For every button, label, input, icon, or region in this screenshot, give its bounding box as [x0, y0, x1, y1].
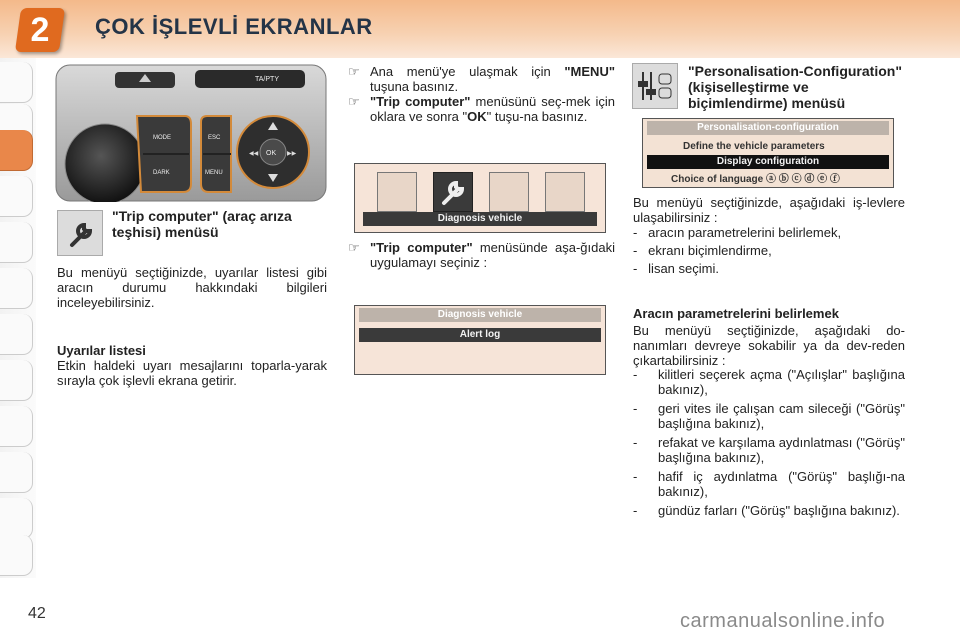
alert-log-item[interactable]: Alert log — [359, 328, 601, 342]
function-list — [633, 225, 905, 276]
diagnosis-screen-header: Diagnosis vehicle — [359, 308, 601, 322]
chapter-tab[interactable] — [0, 498, 33, 539]
menu-item-display-configuration[interactable]: Display configuration — [647, 155, 889, 169]
personalisation-section-title: "Personalisation-Configuration" (kişiselleştirme ve biçimlendirme) menüsü — [688, 63, 902, 111]
step-choose-application: "Trip computer" menüsünde aşa-ğıdaki uygulamayı seçiniz : — [370, 240, 615, 270]
list-item: - geri vites ile çalışan cam sileceği ("Görüş" başlığına bakınız), — [633, 401, 905, 431]
list-item: - kilitleri seçerek açma ("Açılışlar" başlığına bakınız), — [633, 367, 905, 397]
personalisation-screen — [642, 118, 894, 188]
selected-menu-label: Diagnosis vehicle — [363, 212, 597, 226]
pointer-icon: ☞ — [348, 94, 360, 109]
previous-track-icon: ◀◀ — [249, 151, 259, 157]
mode-label: MODE — [153, 135, 171, 141]
phone-menu-icon[interactable] — [545, 172, 585, 212]
console-control-panel-image — [55, 64, 327, 202]
vehicle-parameters-heading: Aracın parametrelerini belirlemek — [633, 306, 839, 321]
alerts-text: Etkin haldeki uyarı mesajlarını toparla-yarak sırayla çok işlevli ekrana getirir. — [57, 358, 327, 388]
main-menu-screen — [354, 163, 606, 233]
list-item: - ekranı biçimlendirme, — [633, 243, 772, 258]
pointer-icon: ☞ — [348, 64, 360, 79]
chapter-tab[interactable] — [0, 452, 33, 493]
chapter-tab[interactable] — [0, 222, 33, 263]
step-select-trip-computer: "Trip computer" menüsünü seç-mek için oklara ve sonra "OK" tuşu-na basınız. — [370, 94, 615, 124]
pointer-icon: ☞ — [348, 240, 360, 255]
settings-menu-icon[interactable] — [489, 172, 529, 212]
settings-sliders-icon — [632, 63, 678, 109]
chapter-number: 2 — [30, 11, 50, 49]
trip-computer-menu-icon[interactable] — [433, 172, 473, 212]
chapter-tab[interactable] — [0, 314, 33, 355]
next-track-icon: ▶▶ — [287, 151, 297, 157]
alerts-heading: Uyarılar listesi — [57, 343, 146, 358]
step-open-menu: Ana menü'ye ulaşmak için "MENU" tuşuna basınız. — [370, 64, 615, 94]
list-item: - gündüz farları ("Görüş" başlığına bakınız). — [633, 503, 900, 518]
chapter-tab[interactable] — [0, 62, 33, 103]
equipment-list — [633, 367, 905, 518]
menu-item-vehicle-parameters[interactable]: Define the vehicle parameters — [683, 141, 825, 152]
diagnosis-screen — [354, 305, 606, 375]
menu-item-language[interactable]: Choice of language ⓐ ⓑ ⓒ ⓓ ⓔ ⓕ — [671, 174, 840, 185]
list-item: - lisan seçimi. — [633, 261, 719, 276]
menu-label: MENU — [205, 170, 223, 176]
page-number: 42 — [28, 605, 46, 622]
list-item: - refakat ve karşılama aydınlatması ("Görüş" başlığına bakınız), — [633, 435, 905, 465]
list-item: - hafif iç aydınlatma ("Görüş" başlığı-na bakınız), — [633, 469, 905, 499]
vehicle-parameters-intro: Bu menüyü seçtiğinizde, aşağıdaki do-nanımları devreye sokabilir ya da dev-reden çıkartabilirsiniz : — [633, 323, 905, 368]
personalisation-screen-title: Personalisation-configuration — [647, 121, 889, 135]
watermark[interactable]: carmanualsonline.info — [680, 610, 886, 632]
dark-label: DARK — [153, 170, 170, 176]
list-item: - aracın parametrelerini belirlemek, — [633, 225, 842, 240]
trip-computer-intro: Bu menüyü seçtiğinizde, uyarılar listesi gibi aracın durumu hakkındaki bilgileri inceleyebilirsiniz. — [57, 265, 327, 310]
volume-knob[interactable] — [65, 124, 145, 202]
chapter-tab[interactable] — [0, 535, 33, 576]
wrench-menu-icon — [57, 210, 103, 256]
chapter-tab[interactable] — [0, 268, 33, 309]
audio-menu-icon[interactable] — [377, 172, 417, 212]
ok-label: OK — [266, 150, 277, 157]
chapter-tab-active[interactable] — [0, 130, 33, 171]
trip-computer-section-title: "Trip computer" (araç arıza teşhisi) menüsü — [112, 208, 292, 240]
ta-pty-label: TA/PTY — [255, 76, 279, 83]
esc-label: ESC — [208, 135, 221, 141]
chapter-tab[interactable] — [0, 406, 33, 447]
chapter-tab[interactable] — [0, 360, 33, 401]
chapter-tab[interactable] — [0, 176, 33, 217]
personalisation-intro: Bu menüyü seçtiğinizde, aşağıdaki iş-levlere ulaşabilirsiniz : — [633, 195, 905, 225]
page-title: ÇOK İŞLEVLİ EKRANLAR — [95, 14, 373, 39]
